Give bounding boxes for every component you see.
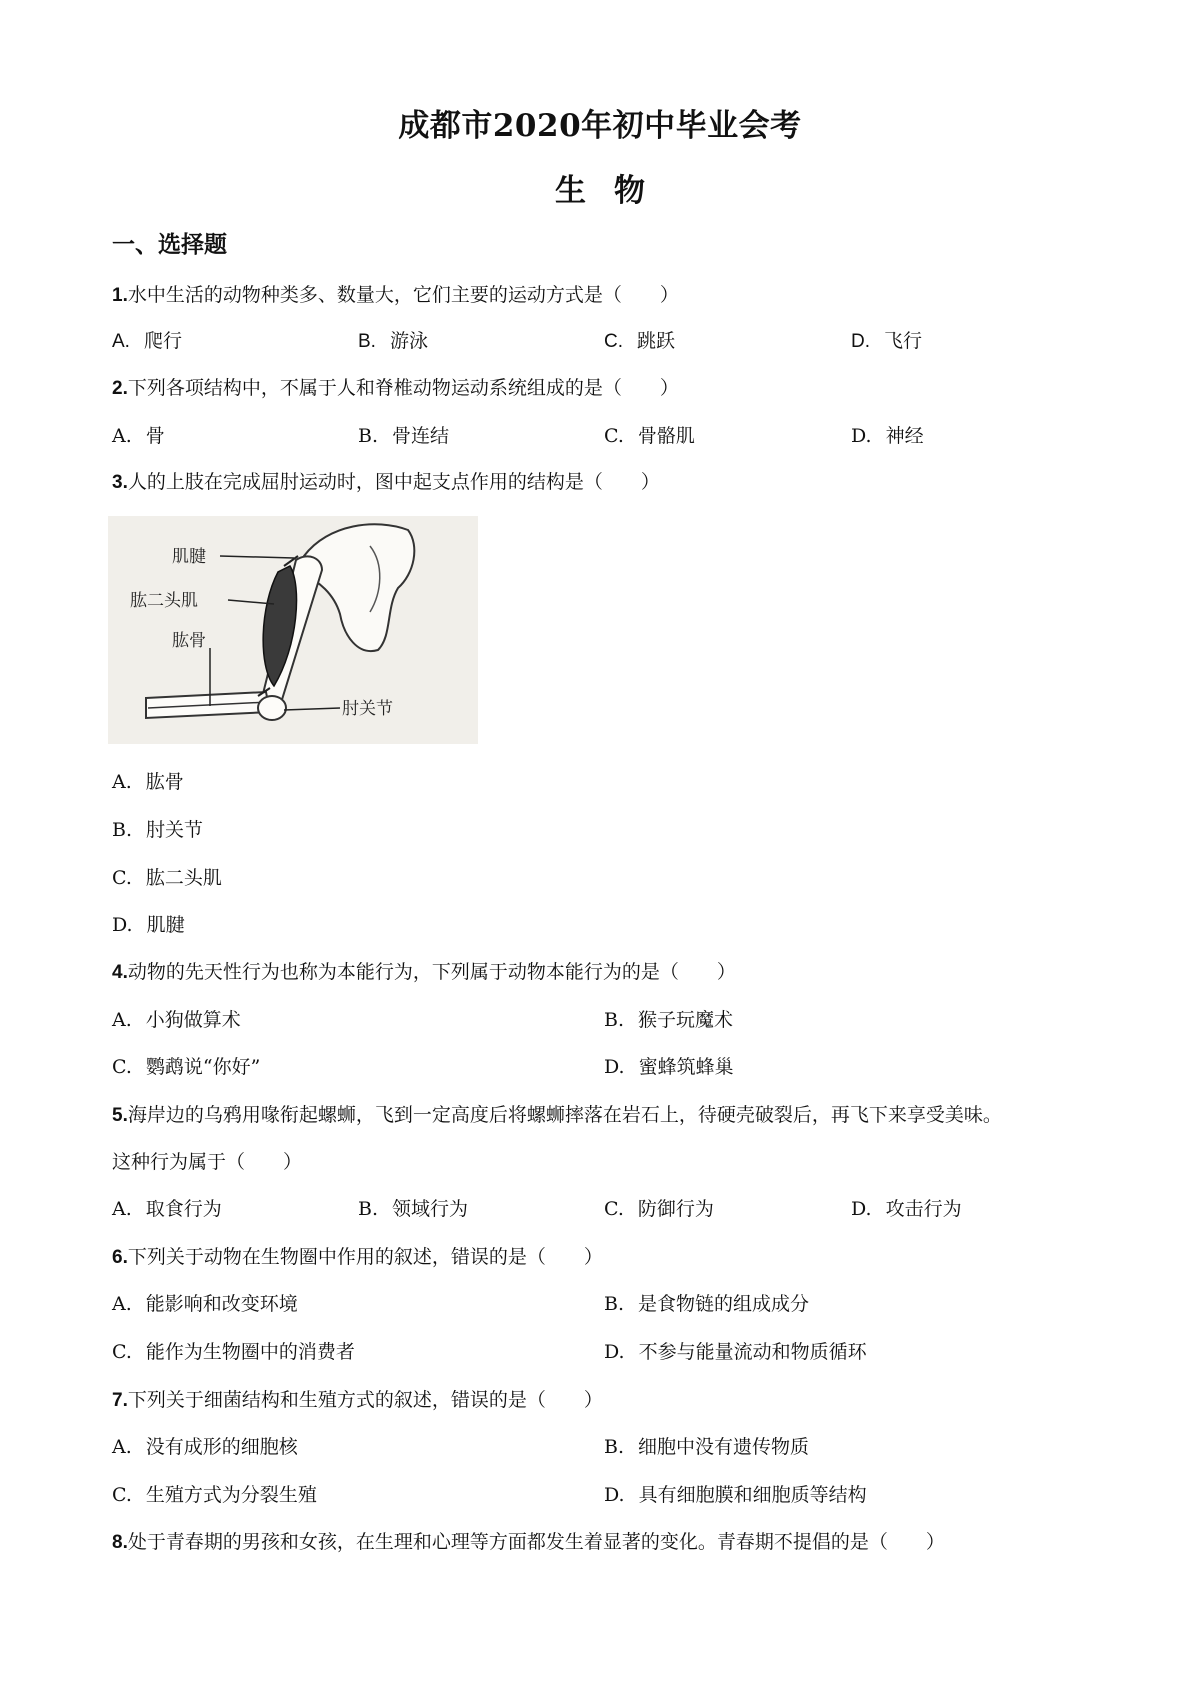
q2-option-a: A. 骨: [112, 425, 165, 447]
label-humerus: 肱骨: [172, 631, 206, 651]
question-3: 3.人的上肢在完成屈肘运动时，图中起支点作用的结构是（ ）: [112, 471, 660, 493]
q3-option-d: D. 肌腱: [112, 914, 185, 936]
q4-option-d: D. 蜜蜂筑蜂巢: [604, 1056, 734, 1078]
q1-option-b: B. 游泳: [358, 330, 428, 352]
q2-option-c: C. 骨骼肌: [604, 425, 695, 447]
q7-option-c: C. 生殖方式为分裂生殖: [112, 1484, 317, 1506]
question-6: 6.下列关于动物在生物圈中作用的叙述，错误的是（ ）: [112, 1246, 603, 1268]
label-elbow: 肘关节: [342, 699, 393, 719]
q5-option-a: A. 取食行为: [112, 1198, 222, 1220]
q3-option-a: A. 肱骨: [112, 771, 184, 793]
question-5: 5.海岸边的乌鸦用喙衔起螺蛳，飞到一定高度后将螺蛳摔落在岩石上，待硬壳破裂后，再飞下来享受美味。: [112, 1104, 1002, 1126]
q1-option-a: A. 爬行: [112, 330, 182, 352]
subject-title: 生物: [555, 173, 673, 209]
q1-option-d: D. 飞行: [851, 330, 923, 352]
label-tendon: 肌腱: [172, 547, 206, 567]
q6-option-b: B. 是食物链的组成成分: [604, 1293, 810, 1315]
exam-title: 成都市2020年初中毕业会考: [398, 108, 802, 144]
question-4: 4.动物的先天性行为也称为本能行为，下列属于动物本能行为的是（ ）: [112, 961, 736, 983]
q6-option-a: A. 能影响和改变环境: [112, 1293, 298, 1315]
question-5-line-2: 这种行为属于（ ）: [112, 1151, 303, 1173]
q3-option-c: C. 肱二头肌: [112, 867, 222, 889]
q5-option-b: B. 领域行为: [358, 1198, 469, 1220]
arm-diagram: [108, 516, 478, 744]
q4-option-b: B. 猴子玩魔术: [604, 1009, 734, 1031]
q7-option-d: D. 具有细胞膜和细胞质等结构: [604, 1484, 867, 1506]
question-7: 7.下列关于细菌结构和生殖方式的叙述，错误的是（ ）: [112, 1389, 603, 1411]
q7-option-a: A. 没有成形的细胞核: [112, 1436, 298, 1458]
q4-option-c: C. 鹦鹉说“你好”: [112, 1056, 261, 1078]
q5-option-d: D. 攻击行为: [851, 1198, 962, 1220]
question-8: 8.处于青春期的男孩和女孩，在生理和心理等方面都发生着显著的变化。青春期不提倡的是（ ）: [112, 1531, 945, 1553]
label-biceps: 肱二头肌: [130, 591, 198, 611]
q1-option-c: C. 跳跃: [604, 330, 676, 352]
q3-option-b: B. 肘关节: [112, 819, 204, 841]
q2-option-d: D. 神经: [851, 425, 924, 447]
section-heading: 一、选择题: [112, 231, 227, 258]
q6-option-d: D. 不参与能量流动和物质循环: [604, 1341, 867, 1363]
q5-option-c: C. 防御行为: [604, 1198, 714, 1220]
q4-option-a: A. 小狗做算术: [112, 1009, 241, 1031]
q2-option-b: B. 骨连结: [358, 425, 450, 447]
q7-option-b: B. 细胞中没有遗传物质: [604, 1436, 810, 1458]
question-2: 2.下列各项结构中，不属于人和脊椎动物运动系统组成的是（ ）: [112, 377, 679, 399]
question-1: 1.水中生活的动物种类多、数量大，它们主要的运动方式是（ ）: [112, 284, 679, 306]
q6-option-c: C. 能作为生物圈中的消费者: [112, 1341, 355, 1363]
